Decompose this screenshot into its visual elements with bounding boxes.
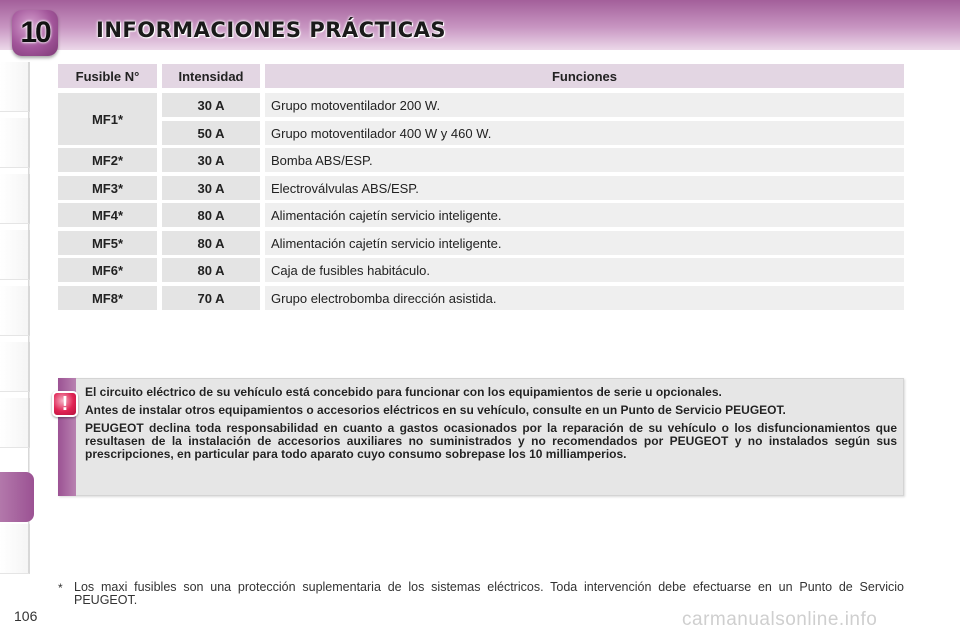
chapter-badge: 10 <box>12 10 58 56</box>
amperage-cell: 30 A <box>162 148 260 172</box>
fuse-cell: MF4* <box>58 203 157 227</box>
fuse-cell: MF8* <box>58 286 157 310</box>
function-cell: Alimentación cajetín servicio inteligente. <box>265 203 904 227</box>
chapter-tab[interactable] <box>0 230 30 280</box>
fuse-cell: MF2* <box>58 148 157 172</box>
chapter-tab[interactable] <box>0 524 30 574</box>
chapter-tab[interactable] <box>0 342 30 392</box>
footnote-text: Los maxi fusibles son una protección suplementaria de los sistemas eléctricos. Toda intervención debe efectuarse en un Punto de Servicio PEUGEOT. <box>74 580 904 607</box>
warning-text <box>85 386 897 466</box>
function-cell: Grupo electrobomba dirección asistida. <box>265 286 904 310</box>
chapter-tab[interactable] <box>0 286 30 336</box>
header-fuse: Fusible N° <box>58 64 157 88</box>
fuse-cell: MF1* <box>58 93 157 145</box>
amperage-cell: 80 A <box>162 203 260 227</box>
chapter-tab[interactable] <box>0 398 30 448</box>
chapter-tab[interactable] <box>0 118 30 168</box>
fuse-cell: MF5* <box>58 231 157 255</box>
page-number: 106 <box>14 608 38 624</box>
amperage-cell: 70 A <box>162 286 260 310</box>
amperage-cell: 50 A <box>162 121 260 145</box>
function-cell: Grupo motoventilador 200 W. <box>265 93 904 117</box>
function-cell: Electroválvulas ABS/ESP. <box>265 176 904 200</box>
warning-paragraph: Antes de instalar otros equipamientos o accesorios eléctricos en su vehículo, consulte en un Punto de Servicio PEUGEOT. <box>85 403 786 417</box>
fuse-cell: MF6* <box>58 258 157 282</box>
amperage-cell: 80 A <box>162 231 260 255</box>
function-cell: Grupo motoventilador 400 W y 460 W. <box>265 121 904 145</box>
header-functions: Funciones <box>265 64 904 88</box>
amperage-cell: 30 A <box>162 93 260 117</box>
function-cell: Caja de fusibles habitáculo. <box>265 258 904 282</box>
page-title: INFORMACIONES PRÁCTICAS <box>96 18 446 42</box>
warning-icon: ! <box>52 391 78 417</box>
chapter-tab[interactable] <box>0 62 30 112</box>
chapter-tab[interactable] <box>0 174 30 224</box>
watermark: carmanualsonline.info <box>682 609 878 630</box>
warning-paragraph: PEUGEOT declina toda responsabilidad en cuanto a gastos ocasionados por la reparación de su vehículo o los disfuncionamientos que resultasen de la instalación de accesorios auxiliares no suministrados y no recomendados por PEUGEOT y no instalados según sus prescripciones, en particular para todo aparato cuyo consumo sobrepase los 10 milliamperios. <box>85 421 897 461</box>
chapter-tab-active[interactable] <box>0 472 34 522</box>
function-cell: Alimentación cajetín servicio inteligente. <box>265 231 904 255</box>
warning-paragraph: El circuito eléctrico de su vehículo está concebido para funcionar con los equipamientos de serie u opcionales. <box>85 385 722 399</box>
amperage-cell: 30 A <box>162 176 260 200</box>
fuse-cell: MF3* <box>58 176 157 200</box>
amperage-cell: 80 A <box>162 258 260 282</box>
footnote-marker: * <box>58 581 63 595</box>
function-cell: Bomba ABS/ESP. <box>265 148 904 172</box>
header-amperage: Intensidad <box>162 64 260 88</box>
